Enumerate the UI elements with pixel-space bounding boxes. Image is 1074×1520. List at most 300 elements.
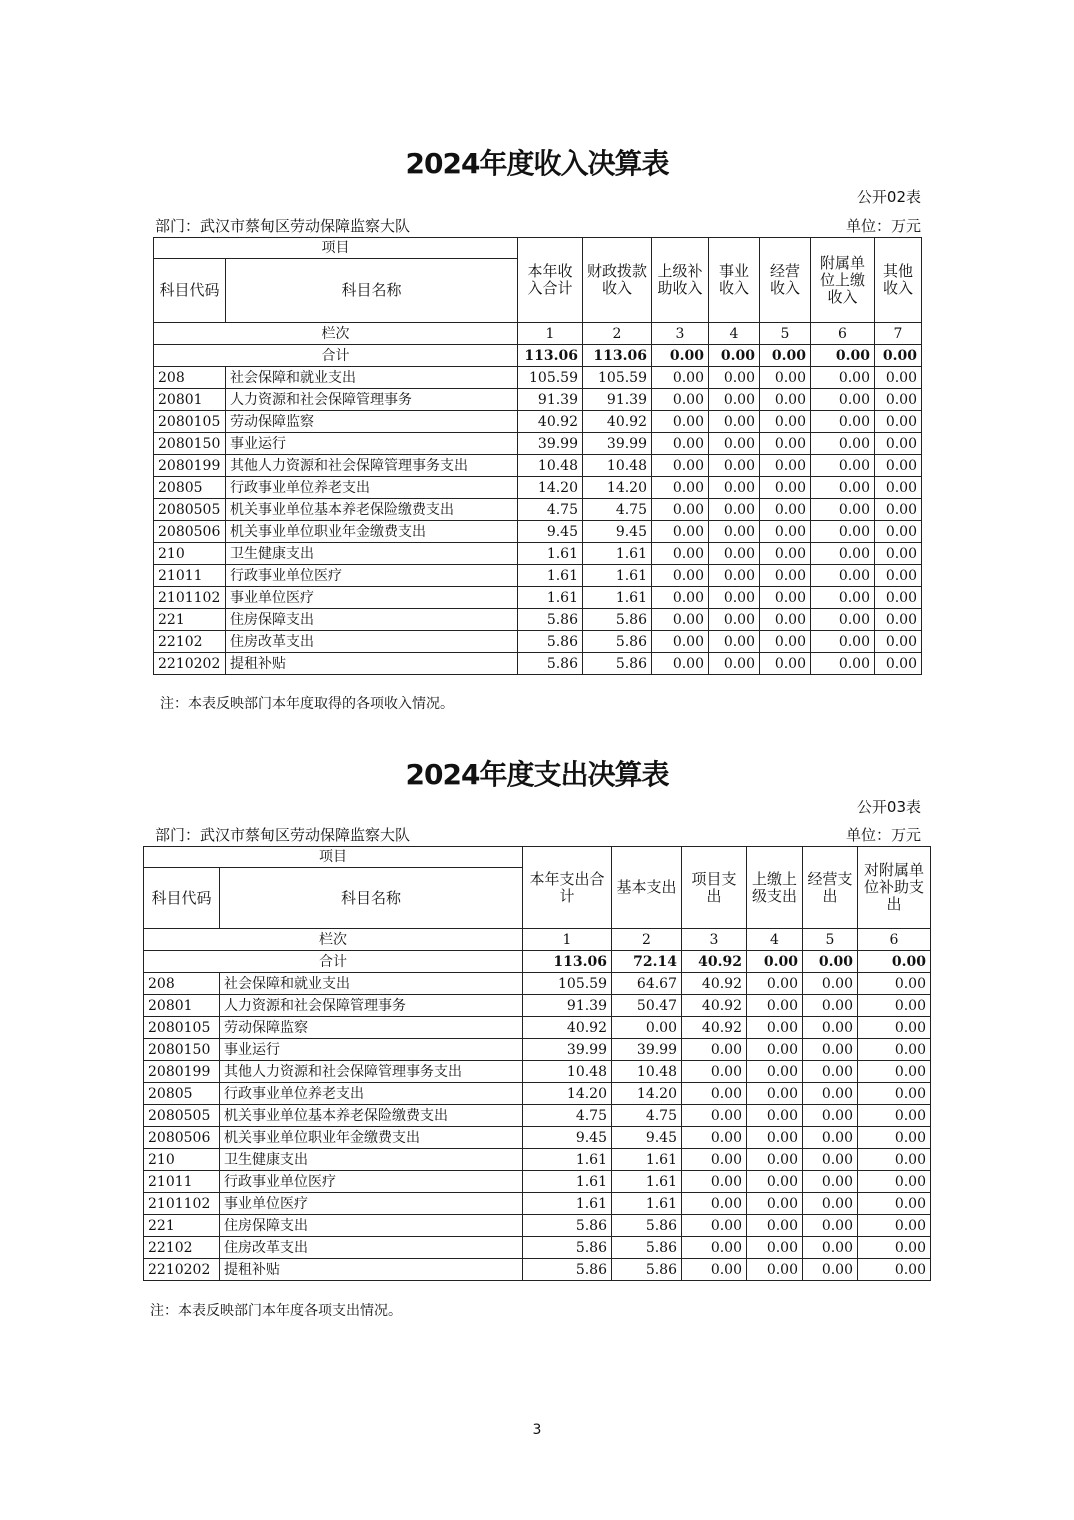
row-value: 14.20 bbox=[523, 1083, 612, 1105]
table-row bbox=[154, 609, 922, 631]
col-num: 2 bbox=[612, 929, 682, 951]
row-value: 0.00 bbox=[803, 1259, 858, 1281]
expense-title: 2024年度支出决算表 bbox=[405, 758, 669, 791]
row-value: 5.86 bbox=[518, 631, 583, 653]
row-value: 0.00 bbox=[803, 1237, 858, 1259]
row-value: 0.00 bbox=[858, 1083, 931, 1105]
total-value: 40.92 bbox=[682, 951, 747, 973]
table-row bbox=[144, 995, 931, 1017]
row-value: 0.00 bbox=[811, 587, 875, 609]
total-value: 113.06 bbox=[523, 951, 612, 973]
row-value: 0.00 bbox=[682, 1061, 747, 1083]
col-num: 6 bbox=[858, 929, 931, 951]
row-value: 0.00 bbox=[858, 1215, 931, 1237]
row-value: 0.00 bbox=[747, 1149, 803, 1171]
table-row bbox=[144, 973, 931, 995]
row-name: 住房保障支出 bbox=[226, 609, 518, 631]
row-value: 39.99 bbox=[612, 1039, 682, 1061]
row-value: 0.00 bbox=[803, 1017, 858, 1039]
row-value: 0.00 bbox=[858, 1237, 931, 1259]
income-table bbox=[153, 237, 922, 675]
row-value: 0.00 bbox=[858, 1171, 931, 1193]
row-value: 0.00 bbox=[682, 1127, 747, 1149]
row-name: 机关事业单位基本养老保险缴费支出 bbox=[226, 499, 518, 521]
header-col: 其他收入 bbox=[875, 238, 922, 323]
row-value: 0.00 bbox=[652, 389, 709, 411]
table-row bbox=[144, 1193, 931, 1215]
row-code: 2080199 bbox=[144, 1061, 220, 1083]
col-num: 4 bbox=[747, 929, 803, 951]
row-value: 64.67 bbox=[612, 973, 682, 995]
expense-dept: 部门：武汉市蔡甸区劳动保障监察大队 bbox=[155, 826, 411, 844]
header-col: 事业收入 bbox=[709, 238, 760, 323]
row-value: 0.00 bbox=[709, 521, 760, 543]
row-value: 39.99 bbox=[518, 433, 583, 455]
row-value: 0.00 bbox=[760, 477, 811, 499]
row-value: 0.00 bbox=[682, 1171, 747, 1193]
table-row bbox=[154, 543, 922, 565]
row-value: 5.86 bbox=[518, 609, 583, 631]
row-value: 40.92 bbox=[583, 411, 652, 433]
row-name: 行政事业单位养老支出 bbox=[226, 477, 518, 499]
row-value: 0.00 bbox=[760, 653, 811, 675]
total-value: 0.00 bbox=[760, 345, 811, 367]
row-value: 50.47 bbox=[612, 995, 682, 1017]
row-value: 0.00 bbox=[709, 477, 760, 499]
row-value: 1.61 bbox=[523, 1193, 612, 1215]
header-col: 本年收入合计 bbox=[518, 238, 583, 323]
row-value: 40.92 bbox=[518, 411, 583, 433]
row-name: 行政事业单位养老支出 bbox=[220, 1083, 523, 1105]
row-code: 21011 bbox=[144, 1171, 220, 1193]
row-value: 0.00 bbox=[811, 499, 875, 521]
row-value: 40.92 bbox=[682, 1017, 747, 1039]
row-value: 0.00 bbox=[682, 1149, 747, 1171]
row-code: 20801 bbox=[154, 389, 226, 411]
row-value: 10.48 bbox=[612, 1061, 682, 1083]
row-name: 行政事业单位医疗 bbox=[226, 565, 518, 587]
row-value: 0.00 bbox=[747, 1193, 803, 1215]
row-name: 社会保障和就业支出 bbox=[226, 367, 518, 389]
row-name: 行政事业单位医疗 bbox=[220, 1171, 523, 1193]
row-code: 2101102 bbox=[144, 1193, 220, 1215]
row-value: 0.00 bbox=[709, 653, 760, 675]
row-value: 0.00 bbox=[709, 609, 760, 631]
income-dept: 部门：武汉市蔡甸区劳动保障监察大队 bbox=[155, 217, 411, 235]
table-row bbox=[144, 1039, 931, 1061]
row-name: 住房保障支出 bbox=[220, 1215, 523, 1237]
row-code: 210 bbox=[144, 1149, 220, 1171]
row-value: 0.00 bbox=[682, 1259, 747, 1281]
total-value: 0.00 bbox=[709, 345, 760, 367]
total-value: 113.06 bbox=[583, 345, 652, 367]
table-row bbox=[144, 1259, 931, 1281]
table-row bbox=[144, 1105, 931, 1127]
row-value: 0.00 bbox=[709, 367, 760, 389]
row-value: 0.00 bbox=[875, 455, 922, 477]
header-col: 本年支出合计 bbox=[523, 847, 612, 929]
row-value: 1.61 bbox=[518, 587, 583, 609]
row-value: 0.00 bbox=[811, 521, 875, 543]
col-num: 7 bbox=[875, 323, 922, 345]
row-value: 0.00 bbox=[760, 543, 811, 565]
row-code: 2080150 bbox=[144, 1039, 220, 1061]
row-value: 0.00 bbox=[709, 389, 760, 411]
row-value: 0.00 bbox=[811, 389, 875, 411]
col-num: 1 bbox=[518, 323, 583, 345]
row-value: 0.00 bbox=[811, 565, 875, 587]
row-code: 2080199 bbox=[154, 455, 226, 477]
row-code: 2210202 bbox=[144, 1259, 220, 1281]
total-value: 72.14 bbox=[612, 951, 682, 973]
row-value: 0.00 bbox=[875, 609, 922, 631]
row-code: 20801 bbox=[144, 995, 220, 1017]
row-value: 39.99 bbox=[583, 433, 652, 455]
row-value: 0.00 bbox=[803, 1171, 858, 1193]
row-value: 0.00 bbox=[652, 455, 709, 477]
row-value: 0.00 bbox=[652, 653, 709, 675]
row-value: 0.00 bbox=[747, 1017, 803, 1039]
row-code: 2080506 bbox=[144, 1127, 220, 1149]
row-value: 5.86 bbox=[523, 1237, 612, 1259]
row-value: 0.00 bbox=[709, 433, 760, 455]
row-value: 0.00 bbox=[747, 1215, 803, 1237]
table-row bbox=[144, 1017, 931, 1039]
row-value: 0.00 bbox=[875, 411, 922, 433]
table-row bbox=[154, 455, 922, 477]
row-name: 其他人力资源和社会保障管理事务支出 bbox=[220, 1061, 523, 1083]
row-value: 105.59 bbox=[583, 367, 652, 389]
row-value: 5.86 bbox=[583, 609, 652, 631]
header-item: 项目 bbox=[154, 238, 518, 259]
page-number: 3 bbox=[532, 1422, 542, 1438]
lanci-label: 栏次 bbox=[144, 929, 523, 951]
row-value: 0.00 bbox=[760, 631, 811, 653]
row-value: 0.00 bbox=[875, 477, 922, 499]
row-value: 0.00 bbox=[747, 1171, 803, 1193]
row-value: 0.00 bbox=[803, 1105, 858, 1127]
row-name: 卫生健康支出 bbox=[220, 1149, 523, 1171]
header-item: 项目 bbox=[144, 847, 523, 868]
row-value: 0.00 bbox=[811, 477, 875, 499]
table-row bbox=[144, 1171, 931, 1193]
row-name: 提租补贴 bbox=[220, 1259, 523, 1281]
row-value: 0.00 bbox=[760, 521, 811, 543]
row-value: 0.00 bbox=[682, 1083, 747, 1105]
row-value: 91.39 bbox=[583, 389, 652, 411]
row-name: 机关事业单位职业年金缴费支出 bbox=[226, 521, 518, 543]
row-value: 0.00 bbox=[811, 543, 875, 565]
row-value: 0.00 bbox=[803, 1215, 858, 1237]
row-name: 劳动保障监察 bbox=[226, 411, 518, 433]
row-name: 卫生健康支出 bbox=[226, 543, 518, 565]
row-code: 221 bbox=[144, 1215, 220, 1237]
row-value: 5.86 bbox=[523, 1259, 612, 1281]
row-value: 0.00 bbox=[682, 1193, 747, 1215]
row-value: 0.00 bbox=[875, 587, 922, 609]
row-value: 0.00 bbox=[760, 367, 811, 389]
header-col: 上缴上级支出 bbox=[747, 847, 803, 929]
row-value: 0.00 bbox=[875, 521, 922, 543]
table-row bbox=[154, 367, 922, 389]
row-value: 0.00 bbox=[652, 631, 709, 653]
row-value: 0.00 bbox=[652, 433, 709, 455]
row-value: 4.75 bbox=[612, 1105, 682, 1127]
row-value: 0.00 bbox=[875, 367, 922, 389]
table-row bbox=[154, 653, 922, 675]
row-value: 0.00 bbox=[760, 565, 811, 587]
expense-note: 注：本表反映部门本年度各项支出情况。 bbox=[150, 1303, 402, 1319]
row-value: 0.00 bbox=[811, 653, 875, 675]
row-code: 2080505 bbox=[154, 499, 226, 521]
row-value: 14.20 bbox=[612, 1083, 682, 1105]
row-code: 2080505 bbox=[144, 1105, 220, 1127]
row-value: 91.39 bbox=[523, 995, 612, 1017]
header-col: 项目支出 bbox=[682, 847, 747, 929]
row-value: 4.75 bbox=[583, 499, 652, 521]
row-value: 0.00 bbox=[682, 1105, 747, 1127]
row-value: 0.00 bbox=[652, 587, 709, 609]
row-value: 0.00 bbox=[682, 1215, 747, 1237]
row-code: 208 bbox=[154, 367, 226, 389]
row-value: 0.00 bbox=[747, 1127, 803, 1149]
row-value: 5.86 bbox=[523, 1215, 612, 1237]
row-value: 0.00 bbox=[760, 389, 811, 411]
row-name: 事业单位医疗 bbox=[226, 587, 518, 609]
col-num: 2 bbox=[583, 323, 652, 345]
row-value: 1.61 bbox=[612, 1149, 682, 1171]
table-row bbox=[144, 1237, 931, 1259]
header-code: 科目代码 bbox=[144, 868, 220, 929]
expense-table-no: 公开03表 bbox=[856, 798, 921, 816]
col-num: 3 bbox=[682, 929, 747, 951]
row-value: 0.00 bbox=[652, 565, 709, 587]
row-value: 0.00 bbox=[760, 411, 811, 433]
row-value: 5.86 bbox=[612, 1259, 682, 1281]
row-value: 0.00 bbox=[803, 1039, 858, 1061]
row-value: 105.59 bbox=[523, 973, 612, 995]
row-value: 0.00 bbox=[858, 1017, 931, 1039]
row-value: 1.61 bbox=[612, 1171, 682, 1193]
row-code: 21011 bbox=[154, 565, 226, 587]
row-name: 住房改革支出 bbox=[220, 1237, 523, 1259]
row-value: 0.00 bbox=[811, 609, 875, 631]
total-value: 0.00 bbox=[803, 951, 858, 973]
total-value: 0.00 bbox=[811, 345, 875, 367]
row-value: 10.48 bbox=[583, 455, 652, 477]
header-col: 上级补助收入 bbox=[652, 238, 709, 323]
row-name: 其他人力资源和社会保障管理事务支出 bbox=[226, 455, 518, 477]
row-value: 0.00 bbox=[858, 973, 931, 995]
income-table-no: 公开02表 bbox=[856, 188, 921, 206]
table-row bbox=[154, 631, 922, 653]
row-value: 0.00 bbox=[709, 499, 760, 521]
row-name: 提租补贴 bbox=[226, 653, 518, 675]
row-value: 1.61 bbox=[518, 543, 583, 565]
col-num: 4 bbox=[709, 323, 760, 345]
row-value: 9.45 bbox=[583, 521, 652, 543]
col-num: 6 bbox=[811, 323, 875, 345]
table-row bbox=[144, 1215, 931, 1237]
row-value: 0.00 bbox=[803, 1193, 858, 1215]
row-value: 5.86 bbox=[612, 1215, 682, 1237]
row-value: 4.75 bbox=[518, 499, 583, 521]
table-row bbox=[144, 1061, 931, 1083]
row-name: 人力资源和社会保障管理事务 bbox=[220, 995, 523, 1017]
row-value: 1.61 bbox=[523, 1171, 612, 1193]
row-value: 5.86 bbox=[612, 1237, 682, 1259]
table-row bbox=[154, 565, 922, 587]
row-value: 91.39 bbox=[518, 389, 583, 411]
row-name: 事业运行 bbox=[220, 1039, 523, 1061]
table-row bbox=[154, 587, 922, 609]
row-value: 0.00 bbox=[652, 477, 709, 499]
row-value: 5.86 bbox=[518, 653, 583, 675]
row-value: 0.00 bbox=[803, 1061, 858, 1083]
row-value: 0.00 bbox=[875, 565, 922, 587]
header-col: 经营收入 bbox=[760, 238, 811, 323]
row-value: 1.61 bbox=[612, 1193, 682, 1215]
row-code: 22102 bbox=[154, 631, 226, 653]
row-name: 事业运行 bbox=[226, 433, 518, 455]
row-value: 0.00 bbox=[709, 411, 760, 433]
row-code: 20805 bbox=[144, 1083, 220, 1105]
row-code: 221 bbox=[154, 609, 226, 631]
row-value: 5.86 bbox=[583, 653, 652, 675]
total-value: 0.00 bbox=[875, 345, 922, 367]
row-value: 10.48 bbox=[518, 455, 583, 477]
income-note: 注：本表反映部门本年度取得的各项收入情况。 bbox=[160, 696, 454, 712]
row-value: 0.00 bbox=[875, 543, 922, 565]
col-num: 3 bbox=[652, 323, 709, 345]
row-value: 14.20 bbox=[583, 477, 652, 499]
row-value: 0.00 bbox=[760, 609, 811, 631]
row-value: 0.00 bbox=[682, 1039, 747, 1061]
row-value: 0.00 bbox=[709, 587, 760, 609]
row-value: 5.86 bbox=[583, 631, 652, 653]
row-value: 0.00 bbox=[875, 499, 922, 521]
row-value: 0.00 bbox=[652, 543, 709, 565]
row-value: 0.00 bbox=[652, 609, 709, 631]
row-value: 0.00 bbox=[709, 565, 760, 587]
row-value: 0.00 bbox=[858, 1127, 931, 1149]
lanci-label: 栏次 bbox=[154, 323, 518, 345]
row-value: 0.00 bbox=[652, 411, 709, 433]
col-num: 5 bbox=[760, 323, 811, 345]
table-row bbox=[154, 389, 922, 411]
row-value: 4.75 bbox=[523, 1105, 612, 1127]
row-value: 0.00 bbox=[652, 499, 709, 521]
row-code: 2080506 bbox=[154, 521, 226, 543]
row-code: 2210202 bbox=[154, 653, 226, 675]
header-name: 科目名称 bbox=[226, 259, 518, 323]
total-label: 合计 bbox=[144, 951, 523, 973]
total-value: 113.06 bbox=[518, 345, 583, 367]
row-value: 9.45 bbox=[523, 1127, 612, 1149]
row-value: 0.00 bbox=[811, 367, 875, 389]
expense-table bbox=[143, 846, 931, 1281]
row-value: 0.00 bbox=[747, 1039, 803, 1061]
row-value: 0.00 bbox=[858, 1039, 931, 1061]
table-row bbox=[144, 1127, 931, 1149]
row-value: 0.00 bbox=[709, 543, 760, 565]
row-value: 0.00 bbox=[747, 1259, 803, 1281]
row-value: 40.92 bbox=[682, 995, 747, 1017]
row-value: 0.00 bbox=[803, 973, 858, 995]
row-value: 0.00 bbox=[682, 1237, 747, 1259]
row-value: 40.92 bbox=[682, 973, 747, 995]
table-row bbox=[154, 411, 922, 433]
expense-unit: 单位：万元 bbox=[845, 826, 921, 844]
table-row bbox=[144, 1149, 931, 1171]
row-name: 事业单位医疗 bbox=[220, 1193, 523, 1215]
row-value: 1.61 bbox=[518, 565, 583, 587]
col-num: 1 bbox=[523, 929, 612, 951]
table-row bbox=[144, 1083, 931, 1105]
row-value: 0.00 bbox=[747, 973, 803, 995]
row-value: 0.00 bbox=[747, 995, 803, 1017]
income-title: 2024年度收入决算表 bbox=[405, 147, 669, 180]
row-name: 人力资源和社会保障管理事务 bbox=[226, 389, 518, 411]
total-value: 0.00 bbox=[652, 345, 709, 367]
row-value: 0.00 bbox=[760, 433, 811, 455]
total-value: 0.00 bbox=[747, 951, 803, 973]
table-row bbox=[154, 499, 922, 521]
row-code: 22102 bbox=[144, 1237, 220, 1259]
row-value: 0.00 bbox=[858, 1061, 931, 1083]
table-row bbox=[154, 521, 922, 543]
row-code: 2080105 bbox=[154, 411, 226, 433]
header-col: 财政拨款收入 bbox=[583, 238, 652, 323]
row-value: 39.99 bbox=[523, 1039, 612, 1061]
row-value: 0.00 bbox=[747, 1061, 803, 1083]
row-code: 208 bbox=[144, 973, 220, 995]
row-value: 0.00 bbox=[875, 631, 922, 653]
row-value: 1.61 bbox=[583, 565, 652, 587]
row-value: 0.00 bbox=[875, 433, 922, 455]
row-value: 0.00 bbox=[803, 1083, 858, 1105]
row-name: 机关事业单位基本养老保险缴费支出 bbox=[220, 1105, 523, 1127]
row-value: 0.00 bbox=[803, 1127, 858, 1149]
row-value: 0.00 bbox=[811, 411, 875, 433]
row-value: 0.00 bbox=[858, 1105, 931, 1127]
row-value: 0.00 bbox=[811, 631, 875, 653]
row-value: 0.00 bbox=[858, 1259, 931, 1281]
row-value: 0.00 bbox=[747, 1105, 803, 1127]
row-value: 0.00 bbox=[652, 367, 709, 389]
row-name: 劳动保障监察 bbox=[220, 1017, 523, 1039]
row-value: 0.00 bbox=[811, 433, 875, 455]
table-row bbox=[154, 477, 922, 499]
header-name: 科目名称 bbox=[220, 868, 523, 929]
row-value: 0.00 bbox=[760, 499, 811, 521]
total-label: 合计 bbox=[154, 345, 518, 367]
row-value: 9.45 bbox=[612, 1127, 682, 1149]
row-value: 0.00 bbox=[747, 1237, 803, 1259]
row-value: 105.59 bbox=[518, 367, 583, 389]
row-value: 0.00 bbox=[612, 1017, 682, 1039]
row-code: 2080150 bbox=[154, 433, 226, 455]
row-value: 9.45 bbox=[518, 521, 583, 543]
header-code: 科目代码 bbox=[154, 259, 226, 323]
table-row bbox=[154, 433, 922, 455]
row-value: 0.00 bbox=[875, 653, 922, 675]
income-unit: 单位：万元 bbox=[845, 217, 921, 235]
row-value: 0.00 bbox=[803, 995, 858, 1017]
row-value: 0.00 bbox=[875, 389, 922, 411]
row-value: 14.20 bbox=[518, 477, 583, 499]
col-num: 5 bbox=[803, 929, 858, 951]
